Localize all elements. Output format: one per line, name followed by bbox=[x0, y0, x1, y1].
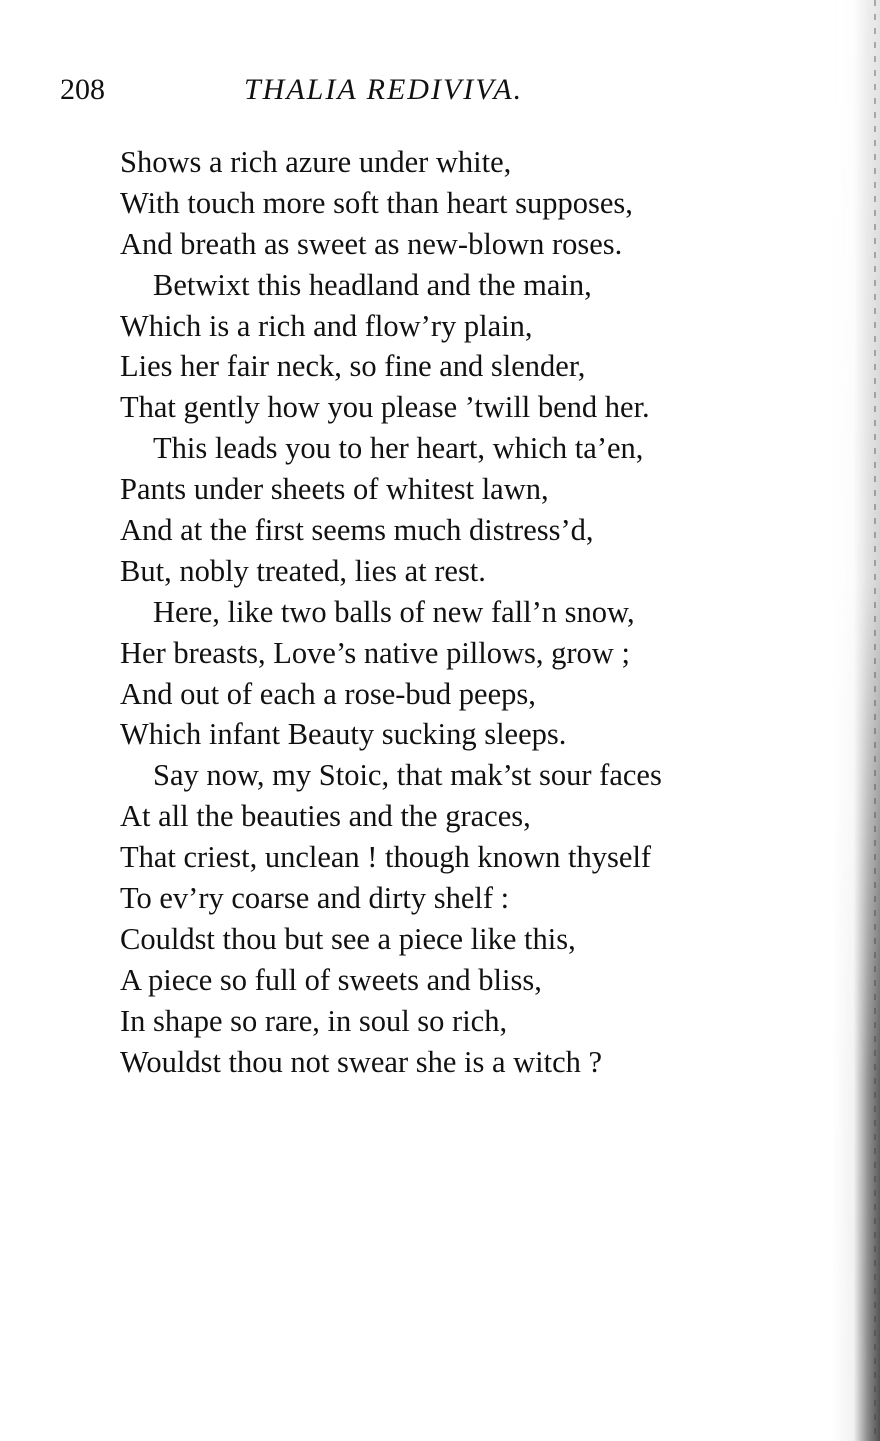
poem-line: Which infant Beauty sucking sleeps. bbox=[120, 717, 567, 752]
poem-line: In shape so rare, in soul so rich, bbox=[120, 1003, 508, 1038]
poem-line: Betwixt this headland and the main, bbox=[153, 267, 592, 302]
poem-line: This leads you to her heart, which ta’en, bbox=[153, 431, 644, 466]
poem-line: A piece so full of sweets and bliss, bbox=[120, 962, 542, 997]
poem-line: Couldst thou but see a piece like this, bbox=[120, 921, 576, 956]
poem-line: And at the first seems much distress’d, bbox=[120, 513, 594, 548]
poem-line: With touch more soft than heart supposes, bbox=[120, 185, 633, 220]
page-number: 208 bbox=[60, 73, 105, 106]
poem-line: Lies her fair neck, so fine and slender, bbox=[120, 349, 586, 384]
poem-line: At all the beauties and the graces, bbox=[120, 799, 531, 834]
poem-line: That criest, unclean ! though known thyself bbox=[120, 840, 652, 875]
poem-line: That gently how you please ’twill bend her. bbox=[120, 390, 650, 425]
poem-body bbox=[120, 142, 780, 1082]
page-edge-shadow bbox=[832, 0, 880, 1441]
poem-line: To ev’ry coarse and dirty shelf : bbox=[120, 881, 510, 916]
page-edge-rule bbox=[874, 0, 876, 1441]
poem-line: Pants under sheets of whitest lawn, bbox=[120, 472, 549, 507]
poem-line: Say now, my Stoic, that mak’st sour faces bbox=[153, 758, 662, 793]
poem-line: Shows a rich azure under white, bbox=[120, 145, 512, 179]
poem-line: And out of each a rose-bud peeps, bbox=[120, 676, 536, 711]
poem-line: Here, like two balls of new fall’n snow, bbox=[153, 594, 635, 629]
page-edge-speckle bbox=[832, 0, 880, 1441]
poem-line: And breath as sweet as new-blown roses. bbox=[120, 226, 623, 261]
poem-line: But, nobly treated, lies at rest. bbox=[120, 553, 486, 588]
poem-line: Which is a rich and flow’ry plain, bbox=[120, 308, 533, 343]
poem-line: Her breasts, Love’s native pillows, grow ; bbox=[120, 635, 630, 670]
running-title: THALIA REDIVIVA. bbox=[244, 73, 524, 106]
poem-line: Wouldst thou not swear she is a witch ? bbox=[120, 1044, 603, 1079]
